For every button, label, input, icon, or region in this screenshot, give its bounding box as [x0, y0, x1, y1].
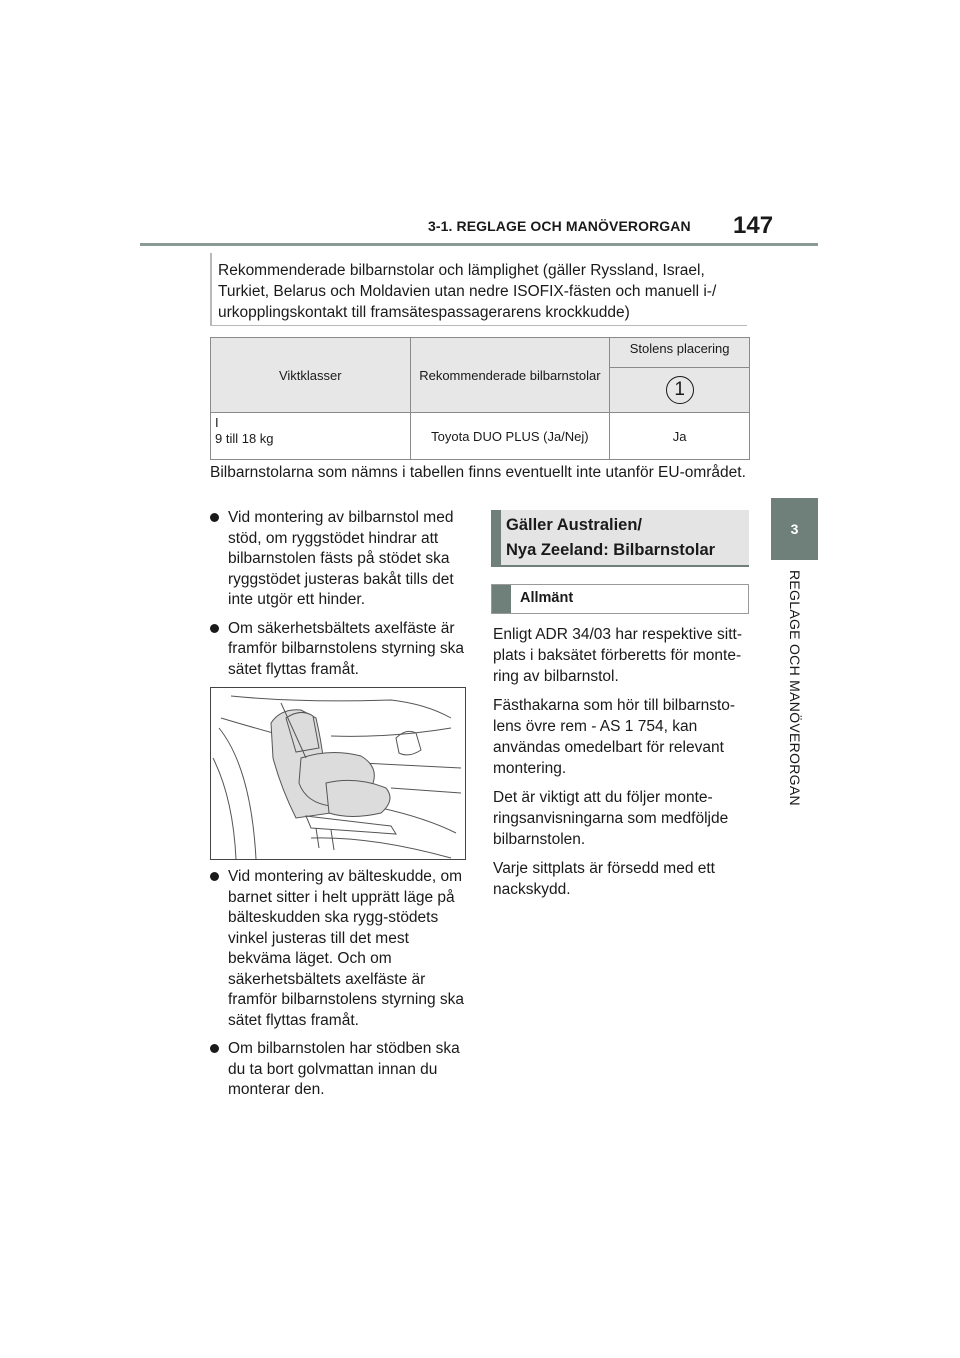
section-heading-australia: [491, 510, 749, 567]
bullet-icon: [210, 513, 219, 522]
car-seat-drawing: [211, 688, 465, 859]
subheading-text: Allmänt: [520, 590, 574, 606]
col-header-position: Stolens placering: [610, 338, 750, 368]
list-item: [210, 867, 470, 1031]
bullet-text: Om bilbarnstolen har stödben ska du ta bort golvmattan innan du monterar den.: [228, 1040, 460, 1098]
subheading-general: [491, 584, 749, 614]
bullet-icon: [210, 1044, 219, 1053]
seat-model-cell: Toyota DUO PLUS (Ja/Nej): [410, 413, 610, 460]
bullet-text: Om säkerhetsbältets axelfäste är framför bilbarnstolens styrning ska sätet flyttas framåt.: [228, 619, 465, 678]
position-icon-cell: [610, 368, 750, 413]
seat-position-1-icon: 1: [666, 376, 694, 404]
subheading-accent-bar: [492, 585, 511, 613]
weight-range: 9 till 18 kg: [215, 431, 274, 446]
heading-accent-bar: [491, 510, 501, 565]
col-header-weight: Viktklasser: [211, 338, 411, 413]
list-item: [210, 508, 470, 611]
weight-class-cell: [211, 413, 411, 460]
intro-text: Rekommenderade bilbarnstolar och lämplighet (gäller Ryssland, Israel, Turkiet, Belarus och Moldavien utan nedre ISOFIX-fästen och manuell i-/ urkopplingskontakt till framsätespassagerarens krockkudde): [218, 262, 717, 321]
weight-class: I: [215, 415, 219, 430]
bullet-text: Vid montering av bälteskudde, om barnet sitter i helt upprätt läge på bälteskudden ska rygg-stödets vinkel justeras till det mest bekväma läget. Och om säkerhetsbältets axelfäste är framför bilbarnstolens styrning ska sätet flyttas framåt.: [228, 868, 465, 1029]
paragraph: Varje sittplats är försedd med ett nackskydd.: [493, 860, 715, 898]
col-header-recommended: Rekommenderade bilbarnstolar: [410, 338, 610, 413]
page-number: 147: [733, 212, 774, 239]
chapter-side-label: REGLAGE OCH MANÖVERORGAN: [787, 570, 803, 806]
right-paragraphs: [493, 624, 755, 908]
child-seat-illustration: [210, 687, 466, 860]
child-seat-table: [210, 337, 750, 460]
suitability-cell: Ja: [610, 413, 750, 460]
chapter-tab[interactable]: 3: [771, 498, 818, 560]
paragraph: Det är viktigt att du följer monte-ringsanvisningarna som medföljde bilbarnstolen.: [493, 789, 729, 848]
bullet-icon: [210, 624, 219, 633]
bullet-list-bottom: [210, 867, 470, 1109]
list-item: [210, 1039, 470, 1101]
intro-box: [210, 253, 747, 326]
header-rule: [140, 243, 818, 246]
heading-line-2: Nya Zeeland: Bilbarnstolar: [506, 541, 716, 559]
list-item: [210, 619, 470, 681]
chapter-side-label-wrap: [755, 570, 835, 820]
paragraph: Fästhakarna som hör till bilbarnsto-lens övre rem - AS 1 754, kan användas omedelbart för relevant montering.: [493, 697, 736, 777]
section-title: 3-1. REGLAGE OCH MANÖVERORGAN: [428, 218, 691, 234]
bullet-icon: [210, 872, 219, 881]
bullet-text: Vid montering av bilbarnstol med stöd, om ryggstödet hindrar att bilbarnstolen fästs på stödet ska ryggstödet justeras bakåt tills det inte utgör ett hinder.: [228, 509, 454, 608]
bullet-list-top: [210, 508, 470, 688]
eu-note: Bilbarnstolarna som nämns i tabellen finns eventuellt inte utanför EU-området.: [210, 464, 746, 481]
table-row: [211, 413, 750, 460]
heading-line-1: Gäller Australien/: [506, 516, 643, 534]
paragraph: Enligt ADR 34/03 har respektive sitt-plats i baksätet förberetts för monte-ring av bilbarnstol.: [493, 626, 742, 685]
section-heading-text: [506, 513, 715, 563]
